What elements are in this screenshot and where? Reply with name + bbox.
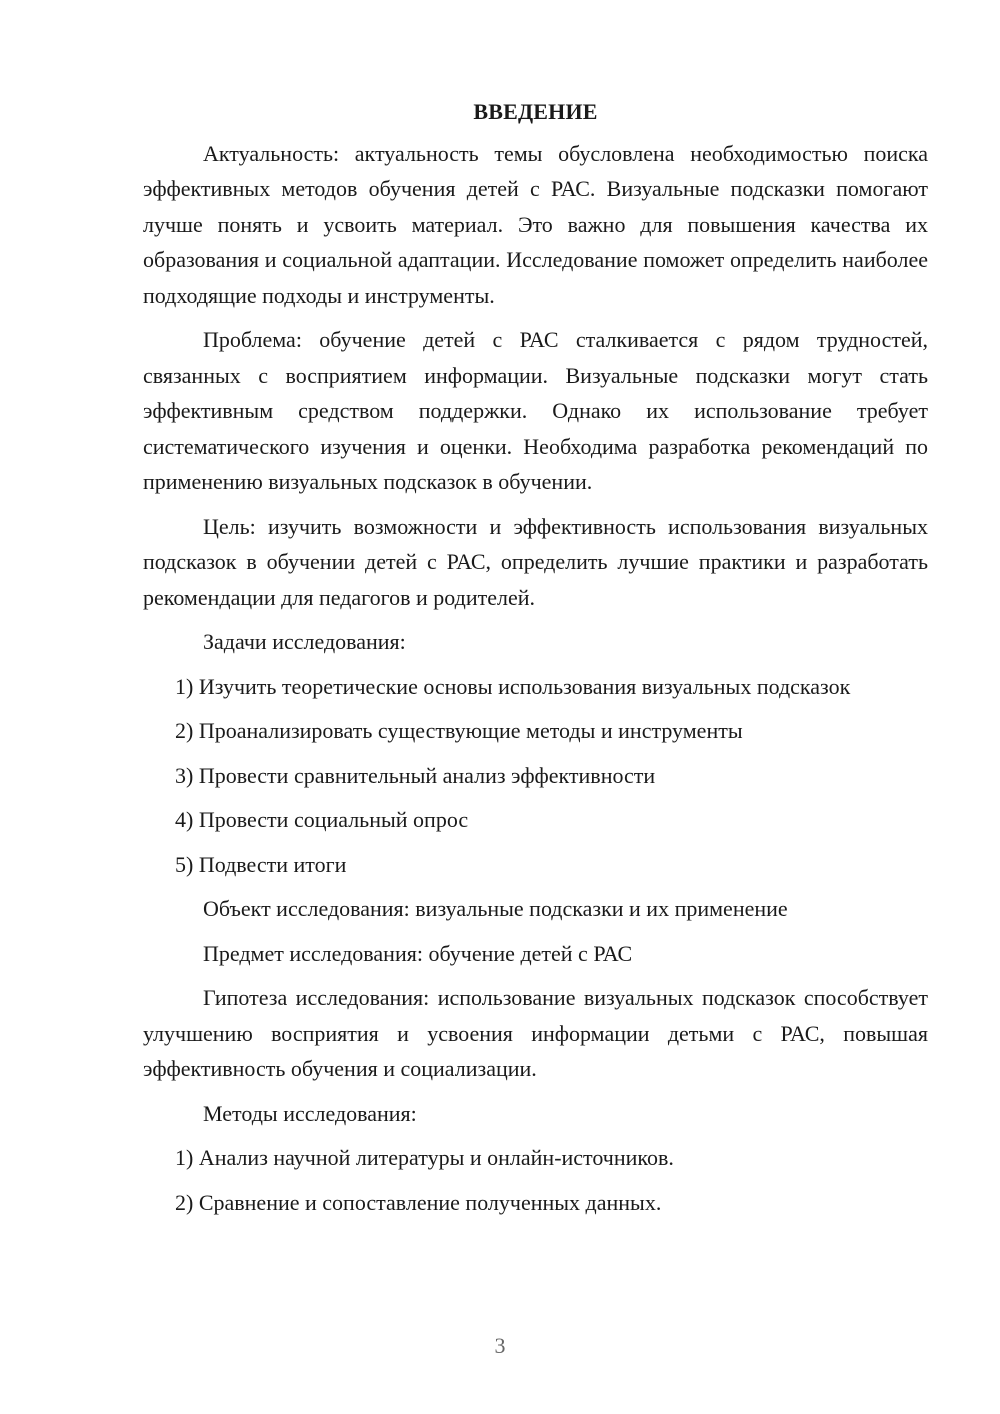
task-item: 4) Провести социальный опрос [175, 807, 469, 832]
task-item: 1) Изучить теоретические основы использования визуальных подсказок [175, 673, 851, 699]
research-hypothesis: Гипотеза исследования: использование визуальных подсказок способствует улучшению восприятия и усвоения информации детьми с РАС, повышая эффективность обучения и социализации. [143, 985, 928, 1081]
problem-paragraph: Проблема: обучение детей с РАС сталкивается с рядом трудностей, связанных с восприятием информации. Визуальные подсказки могут стать эффективным средством поддержки. Однако их использование требует систематического изучения и оценки. Необходима разработка рекомендаций по применению визуальных подсказок в обучении. [143, 327, 928, 494]
methods-heading: Методы исследования: [203, 1100, 417, 1126]
task-item: 3) Провести сравнительный анализ эффективности [175, 762, 656, 788]
relevance-paragraph: Актуальность: актуальность темы обусловлена необходимостью поиска эффективных методов обучения детей с РАС. Визуальные подсказки помогают лучше понять и усвоить материал. Это важно для повышения качества их образования и социальной адаптации. Исследование поможет определить наиболее подходящие подходы и инструменты. [143, 140, 928, 308]
method-item: 2) Сравнение и сопоставление полученных данных. [175, 1189, 662, 1215]
tasks-heading: Задачи исследования: [203, 629, 406, 654]
method-item: 1) Анализ научной литературы и онлайн-источников. [175, 1145, 674, 1170]
goal-paragraph: Цель: изучить возможности и эффективность использования визуальных подсказок в обучении детей с РАС, определить лучшие практики и разработать рекомендации для педагогов и родителей. [143, 513, 928, 610]
research-subject: Предмет исследования: обучение детей с РАС [203, 940, 633, 966]
research-object: Объект исследования: визуальные подсказки и их применение [203, 896, 788, 921]
page-number: 3 [494, 1333, 506, 1358]
document-title: ВВЕДЕНИЕ [473, 99, 598, 124]
task-item: 2) Проанализировать существующие методы и инструменты [175, 718, 743, 743]
task-item: 5) Подвести итоги [175, 851, 347, 877]
document-page [143, 94, 928, 1229]
